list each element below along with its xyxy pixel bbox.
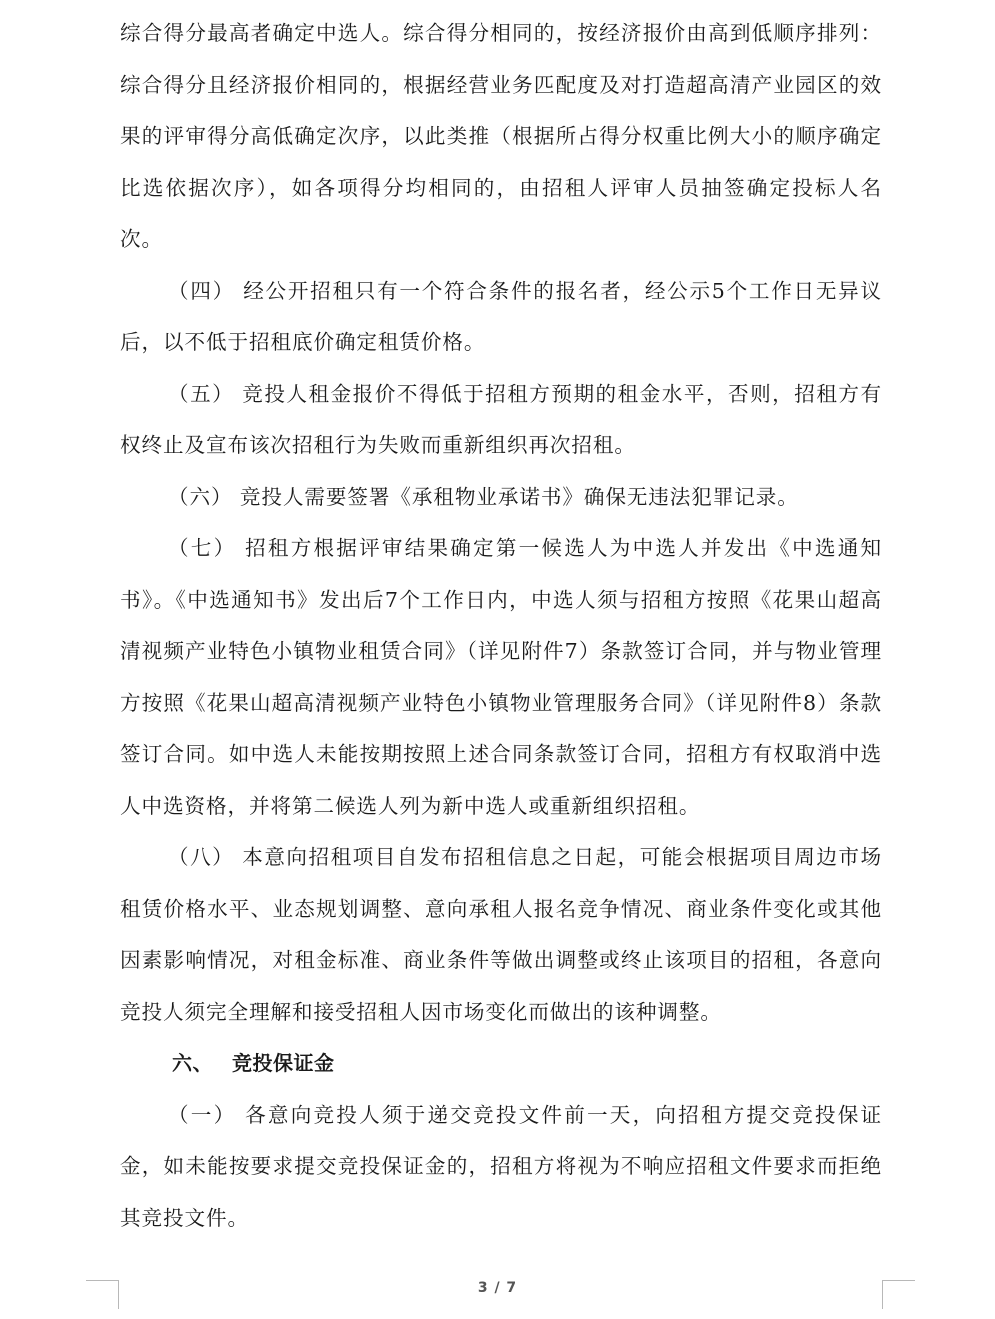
page-number: 3 / 7 — [477, 1280, 518, 1296]
paragraph-item-5: （五） 竞投人租金报价不得低于招租方预期的租金水平，否则，招租方有权终止及宣布该次招租行为失败而重新组织再次招租。 — [120, 381, 882, 457]
paragraph-ranking-rules: 综合得分最高者确定中选人。综合得分相同的，按经济报价由高到低顺序排列：综合得分且经济报价相同的，根据经营业务匹配度及对打造超高清产业园区的效果的评审得分高低确定次序，以此类推（根据所占得分权重比例大小的顺序确定比选依据次序），如各项得分均相同的，由招租人评审人员抽签确定投标人名次。 — [120, 21, 882, 251]
document-body — [120, 8, 882, 1244]
paragraph-item-4: （四） 经公开招租只有一个符合条件的报名者，经公示5个工作日无异议后，以不低于招租底价确定租赁价格。 — [120, 278, 882, 354]
section-title: 竞投保证金 — [232, 1051, 335, 1075]
section-number: 六、 — [172, 1051, 213, 1075]
paragraph-deposit-item-1: （一） 各意向竞投人须于递交竞投文件前一天，向招租方提交竞投保证金，如未能按要求提交竞投保证金的，招租方将视为不响应招租文件要求而拒绝其竞投文件。 — [120, 1102, 882, 1230]
section-heading — [120, 1038, 882, 1090]
paragraph-item-6: （六） 竞投人需要签署《承租物业承诺书》确保无违法犯罪记录。 — [168, 484, 799, 509]
paragraph-item-8: （八） 本意向招租项目自发布招租信息之日起，可能会根据项目周边市场租赁价格水平、业态规划调整、意向承租人报名竞争情况、商业条件变化或其他因素影响情况，对租金标准、商业条件等做出调整或终止该项目的招租，各意向竞投人须完全理解和接受招租人因市场变化而做出的该种调整。 — [120, 845, 882, 1024]
paragraph-item-7: （七） 招租方根据评审结果确定第一候选人为中选人并发出《中选通知书》。《中选通知书》发出后7个工作日内，中选人须与招租方按照《花果山超高清视频产业特色小镇物业租赁合同》（详见附件7）条款签订合同，并与物业管理方按照《花果山超高清视频产业特色小镇物业管理服务合同》（详见附件8）条款签订合同。如中选人未能按期按照上述合同条款签订合同，招租方有权取消中选人中选资格，并将第二候选人列为新中选人或重新组织招租。 — [120, 536, 882, 818]
